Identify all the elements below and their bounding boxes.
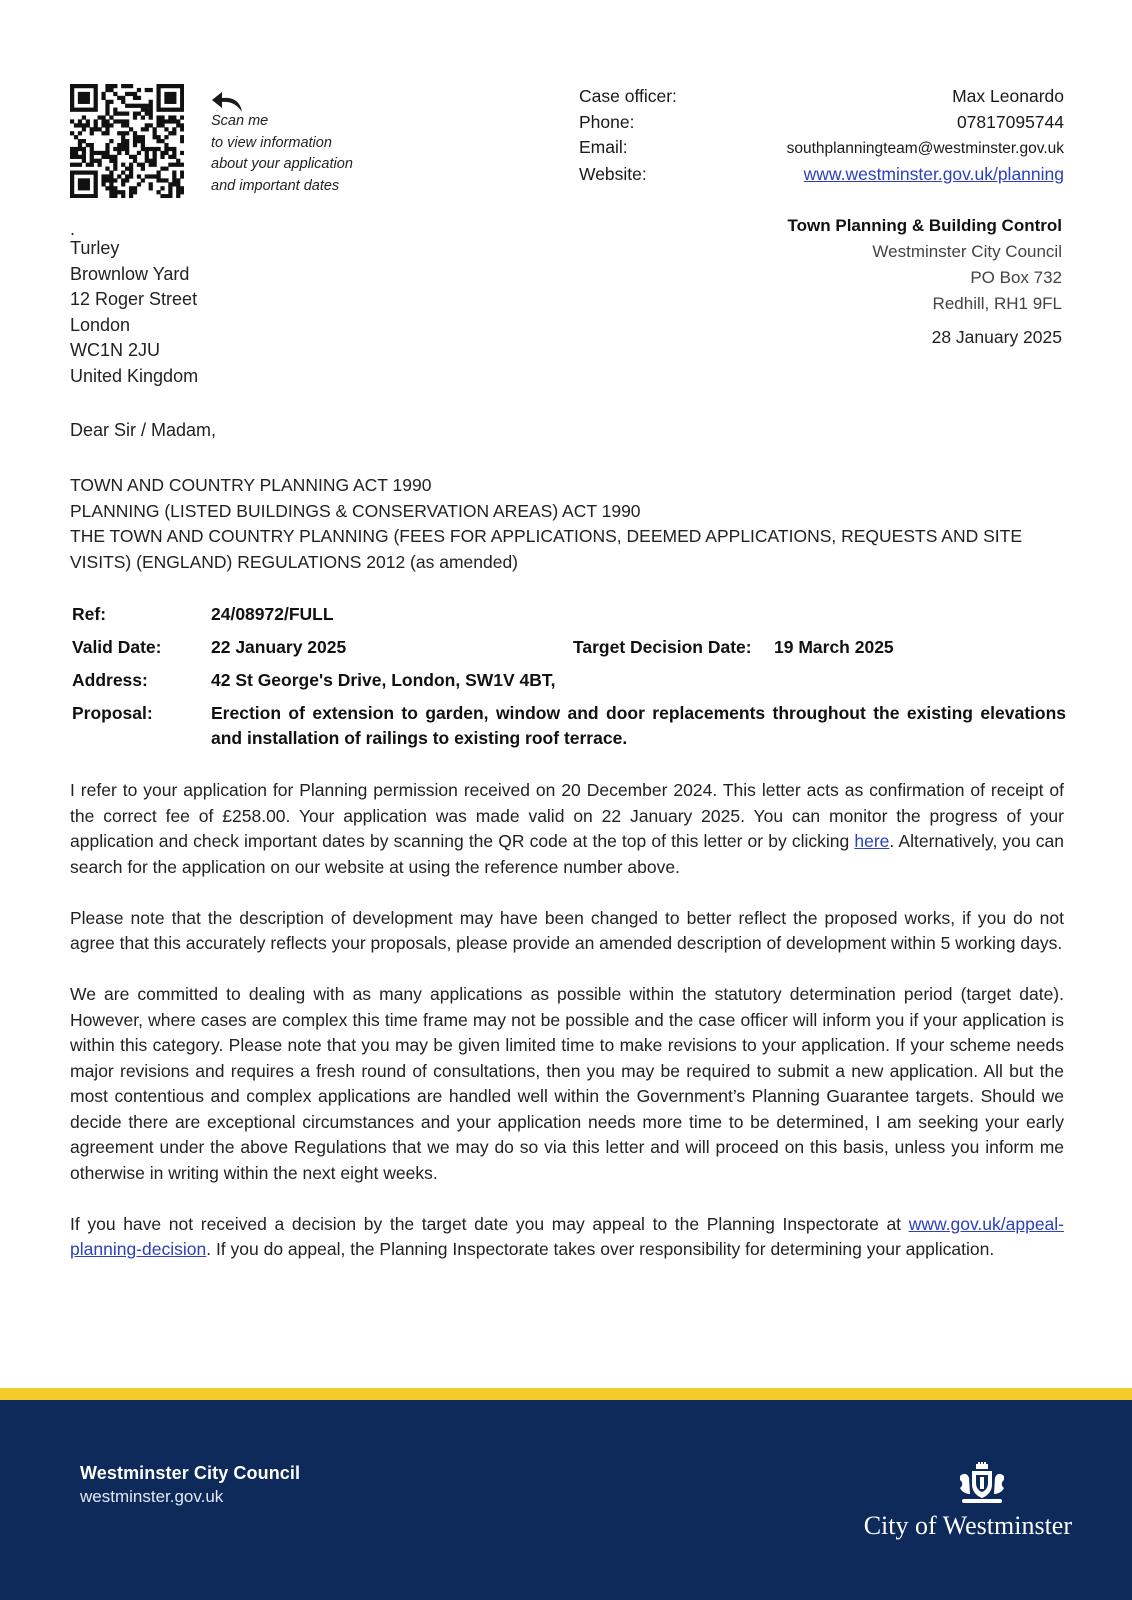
phone-row (579, 110, 1064, 136)
scan-line: to view information (211, 134, 332, 151)
valid-date-value: 22 January 2025 (211, 637, 347, 657)
department-line: Redhill, RH1 9FL (932, 294, 1062, 313)
valid-date-label: Valid Date: (72, 637, 162, 657)
email-row (579, 135, 1064, 162)
paragraph-commitment: We are committed to dealing with as many applications as possible within the statutory determination period (target date). However, where cases are complex this time frame may not be possible and the case officer will inform you if your application is within this category. Please note that you may be given limited time to make revisions to your application. If your scheme needs major revisions and requires a fresh round of consultations, then you may be required to submit a new application. All but the most contentious and complex applications are handled well within the Government’s Planning Guarantee targets. Should we decide there are exceptional circumstances and your application needs more time to be determined, I am seeking your early agreement under the above Regulations that we may do so via this letter and will proceed on this basis, unless you inform me otherwise in writing within the next eight weeks. (70, 984, 1064, 1183)
address-label: Address: (72, 670, 148, 690)
footer-council-site: westminster.gov.uk (80, 1487, 224, 1506)
department-line: Westminster City Council (872, 242, 1062, 261)
legislation-item: THE TOWN AND COUNTRY PLANNING (FEES FOR APPLICATIONS, DEEMED APPLICATIONS, REQUESTS AND SITE VISITS) (ENGLAND) REGULATIONS 2012 (as amended) (70, 526, 1022, 572)
paragraph-confirmation (70, 778, 1064, 880)
paragraph-text: . If you do appeal, the Planning Inspectorate takes over responsibility for determining your application. (206, 1239, 995, 1259)
salutation: Dear Sir / Madam, (70, 420, 217, 440)
ref-value: 24/08972/FULL (211, 604, 334, 624)
paragraph-text: I refer to your application for Planning permission received on 20 December 2024. This letter acts as confirmation of receipt of the correct fee of £258.00. Your application was made valid on 22 January 2025. You can monitor the progress of your application and check important dates by scanning the QR code at the top of this letter or by clicking (70, 780, 1064, 851)
legislation-list (70, 473, 1070, 575)
legislation-item: TOWN AND COUNTRY PLANNING ACT 1990 (70, 475, 432, 495)
legislation-item: PLANNING (LISTED BUILDINGS & CONSERVATION AREAS) ACT 1990 (70, 500, 641, 521)
paragraph-text: If you have not received a decision by the target date you may appeal to the Planning Inspectorate at (70, 1213, 909, 1234)
scan-instructions (211, 111, 353, 197)
email-label: Email: (579, 137, 628, 157)
addressee-line: WC1N 2JU (70, 340, 161, 360)
ref-row (72, 602, 1066, 627)
case-officer-row (579, 84, 1064, 110)
scan-line: and important dates (211, 177, 340, 194)
here-link[interactable]: here (854, 831, 890, 851)
appeal-link[interactable]: www.gov.uk/appeal-planning-decision (70, 1213, 1064, 1259)
ref-label: Ref: (72, 604, 107, 624)
city-of-westminster-logo: City of Westminster (863, 1511, 1072, 1540)
qr-code[interactable] (70, 84, 184, 198)
paragraph-description: Please note that the description of development may have been changed to better reflect the proposed works, if you do not agree that this accurately reflects your proposals, please provide an amended description of development within 5 working days. (70, 907, 1064, 953)
email-address: southplanningteam@westminster.gov.uk (786, 140, 1064, 157)
footer-stripe (0, 1388, 1132, 1400)
department-title: Town Planning & Building Control (787, 216, 1062, 235)
addressee-dot: . (70, 219, 76, 239)
website-label: Website: (579, 163, 647, 184)
department-address (788, 213, 1062, 317)
scan-line: about your application (211, 156, 353, 172)
address-row (72, 668, 1066, 693)
phone-label: Phone: (579, 111, 635, 132)
addressee-line: London (70, 314, 131, 335)
case-officer-label: Case officer: (579, 86, 677, 106)
target-date-label: Target Decision Date: (573, 637, 752, 657)
addressee-block (70, 219, 199, 389)
dates-row (72, 635, 1066, 660)
address-value: 42 St George's Drive, London, SW1V 4BT, (211, 670, 556, 690)
addressee-line: Turley (70, 238, 120, 258)
letter-body (70, 778, 1064, 1288)
addressee-line: United Kingdom (70, 365, 199, 386)
proposal-row (72, 701, 1066, 751)
department-line: PO Box 732 (970, 268, 1062, 287)
proposal-label: Proposal: (72, 703, 153, 723)
website-link[interactable]: www.westminster.gov.uk/planning (803, 163, 1064, 184)
case-officer-name: Max Leonardo (952, 86, 1064, 106)
letter-date: 28 January 2025 (931, 327, 1062, 347)
target-date-value: 19 March 2025 (774, 637, 894, 657)
crest-icon (954, 1462, 1010, 1506)
website-row (579, 162, 1064, 188)
contact-block (579, 84, 1064, 187)
scan-line: Scan me (211, 113, 269, 129)
paragraph-appeal (70, 1212, 1064, 1263)
paragraph-text: . Alternatively, you can search for the application on our website at using the reference number above. (70, 831, 1065, 877)
footer-council-name: Westminster City Council (80, 1463, 301, 1483)
phone-number: 07817095744 (956, 111, 1064, 132)
application-details (72, 602, 1066, 759)
addressee-line: 12 Roger Street (70, 289, 198, 309)
addressee-line: Brownlow Yard (70, 263, 190, 284)
proposal-value: Erection of extension to garden, window and door replacements throughout the existing elevations and installation of railings to existing roof terrace. (211, 703, 1066, 748)
